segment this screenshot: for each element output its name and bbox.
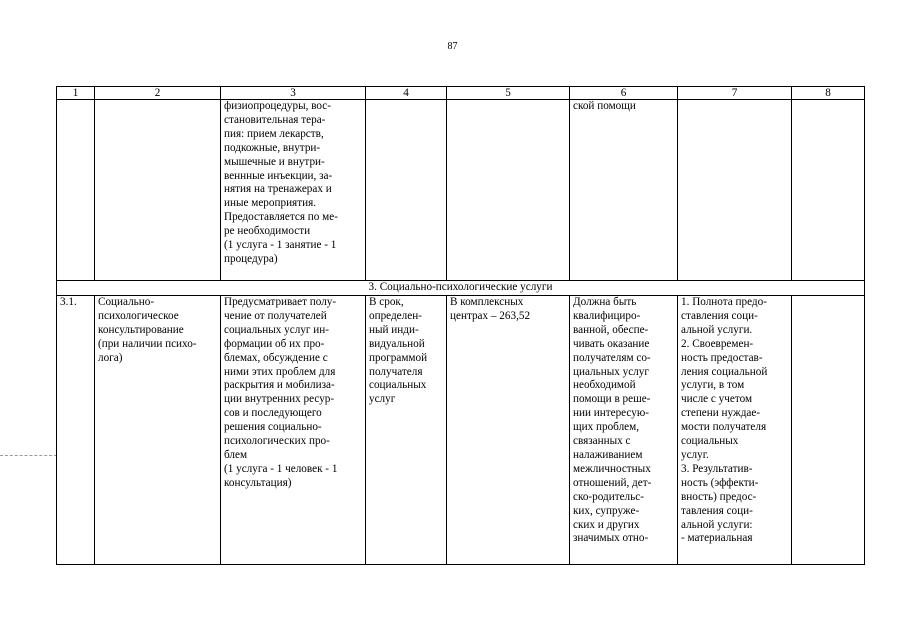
text-line: ких, супруже-: [573, 504, 640, 517]
text-line: помощи в реше-: [573, 393, 651, 406]
text-line: тавления соци-: [681, 504, 753, 517]
text-line: ре необходимости: [224, 225, 311, 238]
text-line: необходимой: [573, 379, 636, 392]
text-line: В комплексных: [450, 296, 524, 308]
text-line: Предусматривает полу-: [224, 296, 337, 308]
text-line: социальных услуг ин-: [224, 323, 329, 336]
text-line: альной услуги.: [681, 323, 753, 336]
text-line: блем: [224, 448, 248, 461]
text-line: (при наличии психо-: [98, 337, 197, 350]
section-row: [57, 281, 865, 296]
text-line: 3. Результатив-: [681, 462, 753, 475]
text-line: мышечные и внутри-: [224, 155, 325, 168]
text-line: Социально-: [98, 296, 155, 308]
text-line: степени нуждае-: [681, 407, 761, 420]
table-cell: [447, 100, 570, 281]
text-line: значимых отно-: [573, 532, 649, 545]
margin-dashed-line: [0, 455, 57, 456]
text-line: числе с учетом: [681, 393, 753, 406]
text-line: ность предостав-: [681, 351, 763, 364]
text-line: раскрытия и мобилиза-: [224, 379, 335, 392]
text-line: (1 услуга - 1 человек - 1: [224, 462, 338, 475]
text-line: веннные инъекции, за-: [224, 169, 333, 182]
text-line: квалифициро-: [573, 309, 641, 322]
text-line: центрах – 263,52: [450, 309, 531, 322]
evaluation-cell: [678, 296, 792, 565]
text-line: определен-: [369, 309, 422, 322]
header-row: [57, 87, 865, 100]
text-line: связанных с: [573, 435, 631, 448]
text-line: услуг: [369, 393, 396, 406]
text-line: получателям со-: [573, 351, 651, 364]
text-line: физиопроцедуры, вос-: [224, 100, 331, 112]
text-line: программой: [369, 351, 428, 364]
text-line: ность (эффекти-: [681, 476, 759, 489]
table-cell: [792, 296, 865, 565]
text-line: альной услуги:: [681, 518, 753, 531]
text-line: социальных: [681, 435, 739, 448]
service-description-cell: [221, 100, 366, 281]
quality-cell: [570, 296, 678, 565]
table-cell: [678, 100, 792, 281]
text-line: Предоставляется по ме-: [224, 211, 338, 224]
text-line: сов и последующего: [224, 407, 322, 420]
text-line: формации об их про-: [224, 337, 325, 350]
table-cell: [366, 100, 447, 281]
header-cell: 8: [792, 87, 865, 100]
text-line: ления социальной: [681, 365, 768, 378]
text-line: иные мероприятия.: [224, 197, 317, 210]
text-line: Должна быть: [573, 296, 637, 308]
text-line: услуги, в том: [681, 379, 745, 392]
text-line: ции внутренних ресур-: [224, 393, 335, 406]
text-line: получателя: [369, 365, 423, 378]
header-cell: 2: [95, 87, 221, 100]
table-cell: [792, 100, 865, 281]
text-line: услуг.: [681, 448, 709, 461]
text-line: 1. Полнота предо-: [681, 296, 767, 308]
header-cell: 4: [366, 87, 447, 100]
text-line: блемах, обсуждение с: [224, 351, 328, 364]
text-line: становительная тера-: [224, 113, 326, 126]
text-line: 2. Своевремен-: [681, 337, 754, 350]
text-line: циальных услуг: [573, 365, 649, 378]
text-line: межличностных: [573, 462, 651, 475]
text-line: ними этих проблем для: [224, 365, 336, 378]
header-cell: 7: [678, 87, 792, 100]
services-table: [56, 86, 865, 565]
text-line: решения социально-: [224, 421, 322, 434]
text-line: В срок,: [369, 296, 404, 308]
text-line: налаживанием: [573, 448, 643, 461]
text-line: чение от получателей: [224, 309, 327, 322]
section-title: 3. Социально-психологические услуги: [57, 281, 865, 296]
text-line: подкожные, внутри-: [224, 141, 321, 154]
service-row: [57, 296, 865, 565]
header-cell: 3: [221, 87, 366, 100]
text-line: процедура): [224, 252, 278, 265]
page-number: 87: [447, 41, 458, 52]
text-line: вность) предос-: [681, 490, 757, 503]
text-line: ставления соци-: [681, 309, 758, 322]
text-line: ный инди-: [369, 323, 419, 336]
deadline-cell: [366, 296, 447, 565]
text-line: нятия на тренажерах и: [224, 183, 332, 196]
text-line: - материальная: [681, 532, 753, 545]
text-line: видуальной: [369, 337, 425, 350]
service-description-cell: [221, 296, 366, 565]
text-line: ско-родительс-: [573, 490, 644, 503]
text-line: пия: прием лекарств,: [224, 127, 324, 140]
header-cell: 6: [570, 87, 678, 100]
quality-cell: [570, 100, 678, 281]
text-line: щих проблем,: [573, 421, 640, 434]
table-cell: [57, 100, 95, 281]
table-cell: [95, 100, 221, 281]
text-line: ских и других: [573, 518, 640, 531]
row-number: 3.1.: [57, 296, 95, 565]
text-line: лога): [98, 351, 123, 364]
text-line: (1 услуга - 1 занятие - 1: [224, 239, 337, 252]
tariff-cell: [447, 296, 570, 565]
text-line: психологических про-: [224, 435, 330, 448]
text-line: социальных: [369, 379, 427, 392]
text-line: чивать оказание: [573, 337, 650, 350]
text-line: мости получателя: [681, 421, 767, 434]
header-cell: 5: [447, 87, 570, 100]
header-cell: 1: [57, 87, 95, 100]
continuation-row: [57, 100, 865, 281]
text-line: ванной, обеспе-: [573, 323, 649, 336]
service-name-cell: [95, 296, 221, 565]
text-line: отношений, дет-: [573, 476, 652, 489]
text-line: психологическое: [98, 309, 179, 322]
text-line: ской помощи: [573, 100, 636, 112]
text-line: нии интересую-: [573, 407, 649, 420]
text-line: консультация): [224, 476, 292, 489]
text-line: консультирование: [98, 323, 184, 336]
